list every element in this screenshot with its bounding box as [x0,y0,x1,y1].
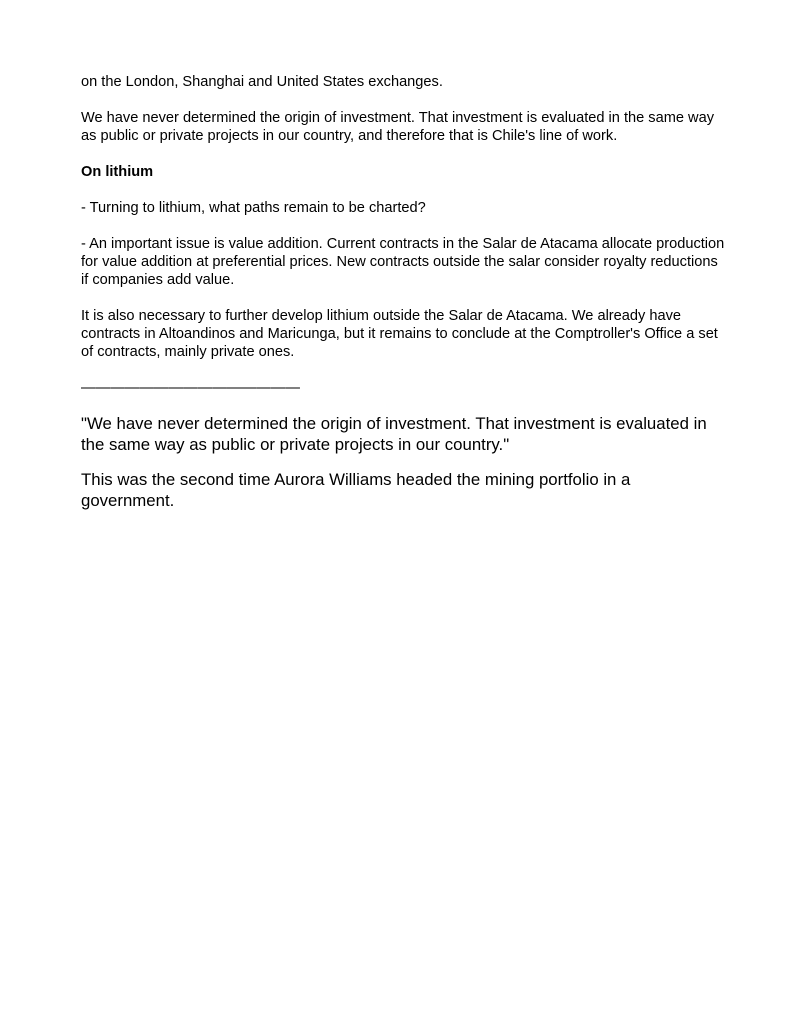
paragraph: We have never determined the origin of investment. That investment is evaluated in the same way as public or private projects in our country, and therefore that is Chile's line of work. [81,110,715,144]
paragraph: - Turning to lithium, what paths remain to be charted? [81,200,426,216]
pull-quote: "We have never determined the origin of investment. That investment is evaluated in the same way as public or private projects in our country." [81,414,707,454]
document-page [81,73,726,525]
paragraph: on the London, Shanghai and United States exchanges. [81,74,443,90]
section-heading: On lithium [81,164,154,180]
caption: This was the second time Aurora Williams headed the mining portfolio in a government. [81,470,631,510]
paragraph: - An important issue is value addition. Current contracts in the Salar de Atacama allocate production for value addition at preferential prices. New contracts outside the salar consider royalty reductions if companies add value. [81,236,725,288]
paragraph: It is also necessary to further develop lithium outside the Salar de Atacama. We already have contracts in Altoandinos and Maricunga, but it remains to conclude at the Comptroller's Office a set of contracts, mainly private ones. [81,308,718,360]
separator-line: ——————————————— [81,380,300,396]
